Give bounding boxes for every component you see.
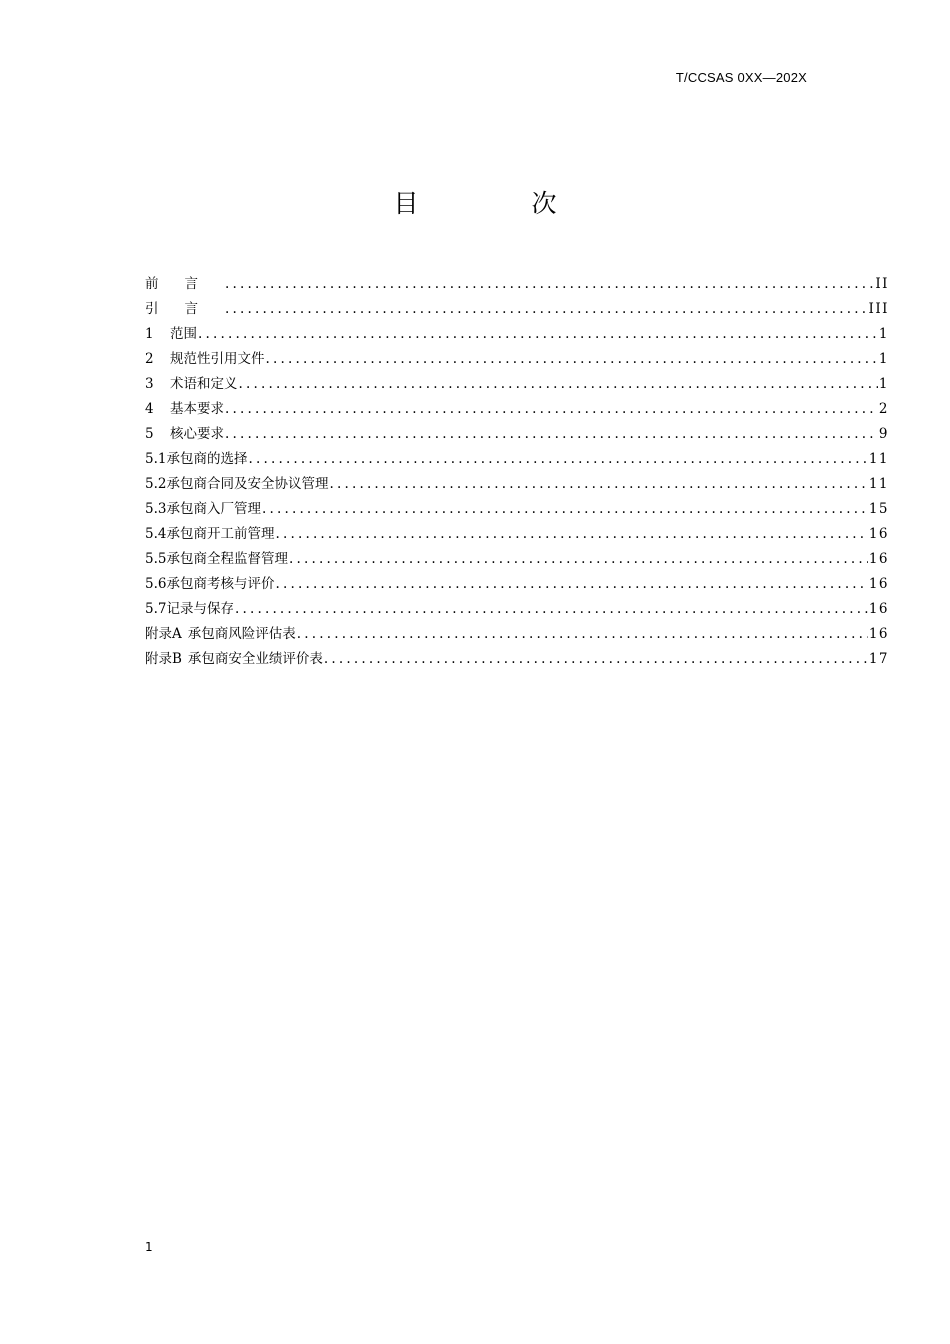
toc-entry[interactable] (145, 597, 889, 622)
toc-entry-number: 附录B (145, 651, 182, 667)
toc-entry[interactable] (145, 572, 889, 597)
toc-leader-dots (262, 497, 868, 522)
toc-entry[interactable] (145, 622, 889, 647)
toc-leader-dots (235, 597, 868, 622)
toc-entry[interactable] (145, 522, 889, 547)
page-number: 1 (145, 1240, 153, 1254)
toc-entry-label: 承包商风险评估表 (187, 626, 296, 642)
toc-entry-number: 附录A (145, 626, 182, 642)
toc-leader-dots (297, 622, 868, 647)
toc-leader-dots (289, 547, 868, 572)
toc-entry-number: 5.1 (145, 451, 167, 467)
toc-entry-page: 16 (868, 626, 889, 642)
toc-entry-label: 规范性引用文件 (170, 351, 265, 367)
toc-leader-dots (248, 447, 867, 472)
toc-entry-label: 承包商合同及安全协议管理 (166, 476, 329, 492)
toc-entry-page: 9 (878, 426, 889, 442)
toc-leader-dots (239, 372, 878, 397)
toc-leader-dots (324, 647, 868, 672)
toc-entry-page: 11 (868, 451, 889, 467)
toc-entry-page: III (868, 301, 889, 317)
toc-entry-label: 基本要求 (170, 401, 224, 417)
toc-entry-number: 4 (145, 401, 154, 417)
toc-leader-dots (225, 422, 878, 447)
toc-entry-number: 2 (145, 351, 154, 367)
toc-leader-dots (266, 347, 878, 372)
toc-entry-number: 5.2 (145, 476, 167, 492)
toc-entry-number: 5 (145, 426, 154, 442)
toc-entry-label: 承包商安全业绩评价表 (187, 651, 323, 667)
toc-entry-page: 16 (868, 601, 889, 617)
toc-leader-dots (275, 572, 867, 597)
toc-entry-page: 17 (868, 651, 889, 667)
toc-title: 目 次 (393, 189, 601, 218)
toc-entry-number: 5.4 (145, 526, 167, 542)
toc-leader-dots (225, 397, 878, 422)
toc-entry-label: 引言 (145, 301, 224, 317)
toc-entry-page: 16 (868, 576, 889, 592)
toc-leader-dots (329, 472, 867, 497)
toc-entry-number: 5.5 (145, 551, 167, 567)
toc-entry-page: 1 (878, 326, 889, 342)
toc-entry[interactable] (145, 547, 889, 572)
toc-entry[interactable] (145, 372, 889, 397)
toc-entry[interactable] (145, 497, 889, 522)
toc-list (145, 272, 889, 672)
toc-entry[interactable] (145, 447, 889, 472)
toc-entry[interactable] (145, 422, 889, 447)
toc-entry-label: 承包商入厂管理 (166, 501, 261, 517)
toc-entry-label: 前言 (145, 276, 224, 292)
toc-entry-number: 5.6 (145, 576, 167, 592)
toc-entry-label: 承包商开工前管理 (166, 526, 275, 542)
toc-entry-page: 16 (868, 526, 889, 542)
toc-entry[interactable] (145, 647, 889, 672)
toc-leader-dots (198, 322, 878, 347)
toc-entry[interactable] (145, 397, 889, 422)
toc-entry[interactable] (145, 297, 889, 322)
toc-entry-page: 16 (868, 551, 889, 567)
toc-entry-label: 记录与保存 (166, 601, 234, 617)
toc-entry-label: 术语和定义 (170, 376, 238, 392)
toc-entry-label: 承包商全程监督管理 (166, 551, 288, 567)
toc-entry-page: 1 (878, 376, 889, 392)
toc-entry-page: 11 (868, 476, 889, 492)
toc-leader-dots (275, 522, 867, 547)
toc-entry-number: 5.7 (145, 601, 167, 617)
toc-entry-page: 1 (878, 351, 889, 367)
toc-entry-page: 15 (868, 501, 889, 517)
toc-entry-label: 核心要求 (170, 426, 224, 442)
toc-entry-number: 1 (145, 326, 154, 342)
document-code: T/CCSAS 0XX—202X (675, 70, 807, 85)
toc-leader-dots (225, 272, 874, 297)
toc-entry[interactable] (145, 272, 889, 297)
toc-entry[interactable] (145, 322, 889, 347)
toc-entry[interactable] (145, 472, 889, 497)
toc-entry-label: 承包商的选择 (166, 451, 248, 467)
toc-entry-number: 3 (145, 376, 154, 392)
toc-entry-number: 5.3 (145, 501, 167, 517)
toc-entry-label: 承包商考核与评价 (166, 576, 275, 592)
toc-entry-label: 范围 (170, 326, 197, 342)
toc-leader-dots (225, 297, 868, 322)
toc-entry[interactable] (145, 347, 889, 372)
toc-entry-page: 2 (878, 401, 889, 417)
toc-entry-page: II (875, 276, 889, 292)
